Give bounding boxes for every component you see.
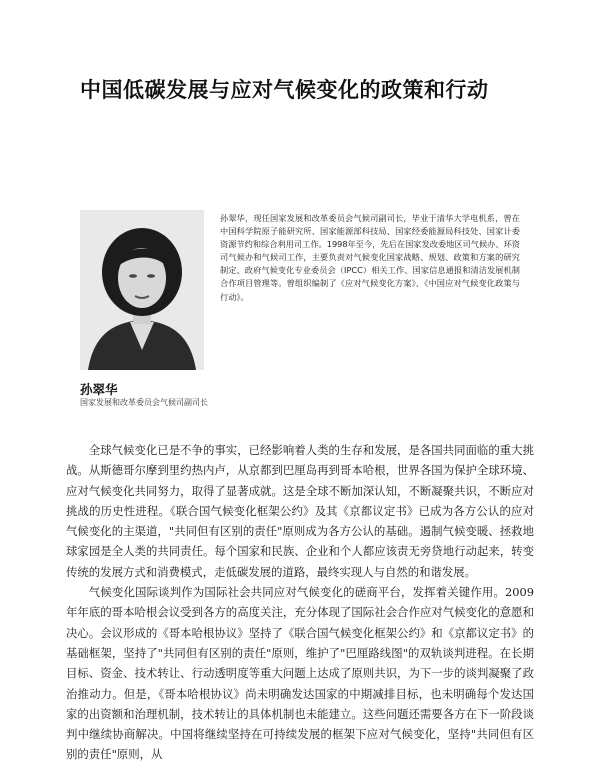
author-bio <box>220 212 520 304</box>
body-paragraph-2: 气候变化国际谈判作为国际社会共同应对气候变化的磋商平台，发挥着关键作用。2009年年底的哥本哈根会议受到各方的高度关注，充分体现了国际社会合作应对气候变化的意愿和决心。会议形成的《哥本哈根协议》坚持了《联合国气候变化框架公约》和《京都议定书》的基础框架，坚持了"共同但有区别的责任"原则，维护了"巴厘路线图"的双轨谈判进程。在长期目标、资金、技术转让、行动透明度等重大问题上达成了原则共识，为下一步的谈判凝聚了政治推动力。但是，《哥本哈根协议》尚未明确发达国家的中期减排目标，也未明确每个发达国家的出资额和治理机制，技术转让的具体机制也未能建立。这些问题还需要各方在下一阶段谈判中继续协商解决。中国将继续坚持在可持续发展的框架下应对气候变化，坚持"共同但有区别的责任"原则，从 <box>66 585 534 762</box>
author-bio-text: 孙翠华，现任国家发展和改革委员会气候司副司长，毕业于清华大学电机系，曾在中国科学院原子能研究所、国家能源部科技局、国家经委能源局科技处、国家计委资源节约和综合利用司工作。1998年至今，先后在国家发改委地区司气候办、环资司气候办和气候司工作，主要负责对气候变化国家战略、规划、政策和方案的研究制定、政府气候变化专业委员会（IPCC）相关工作、国家信息通报和清洁发展机制合作项目管理等。曾组织编制了《应对气候变化方案》、《中国应对气候变化政策与行动》。 <box>220 213 520 302</box>
article-body <box>66 440 534 765</box>
body-paragraph-1: 全球气候变化已是不争的事实，已经影响着人类的生存和发展，是各国共同面临的重大挑战。从斯德哥尔摩到里约热内卢，从京都到巴厘岛再到哥本哈根，世界各国为保护全球环境、应对气候变化共同努力，取得了显著成就。这是全球不断加深认知，不断凝聚共识，不断应对挑战的历史性进程。《联合国气候变化框架公约》及其《京都议定书》已成为各方公认的应对气候变化的主渠道，"共同但有区别的责任"原则成为各方公认的基础。遏制气候变暖、拯救地球家园是全人类的共同责任。每个国家和民族、企业和个人都应该责无旁贷地行动起来，转变传统的发展方式和消费模式，走低碳发展的道路，最终实现人与自然的和谐发展。 <box>66 443 534 579</box>
author-photo <box>80 210 204 370</box>
author-role: 国家发展和改革委员会气候司副司长 <box>80 398 208 407</box>
author-name: 孙翠华 <box>80 382 118 397</box>
author-portrait-image <box>80 210 204 370</box>
article-title: 中国低碳发展与应对气候变化的政策和行动 <box>80 77 489 102</box>
